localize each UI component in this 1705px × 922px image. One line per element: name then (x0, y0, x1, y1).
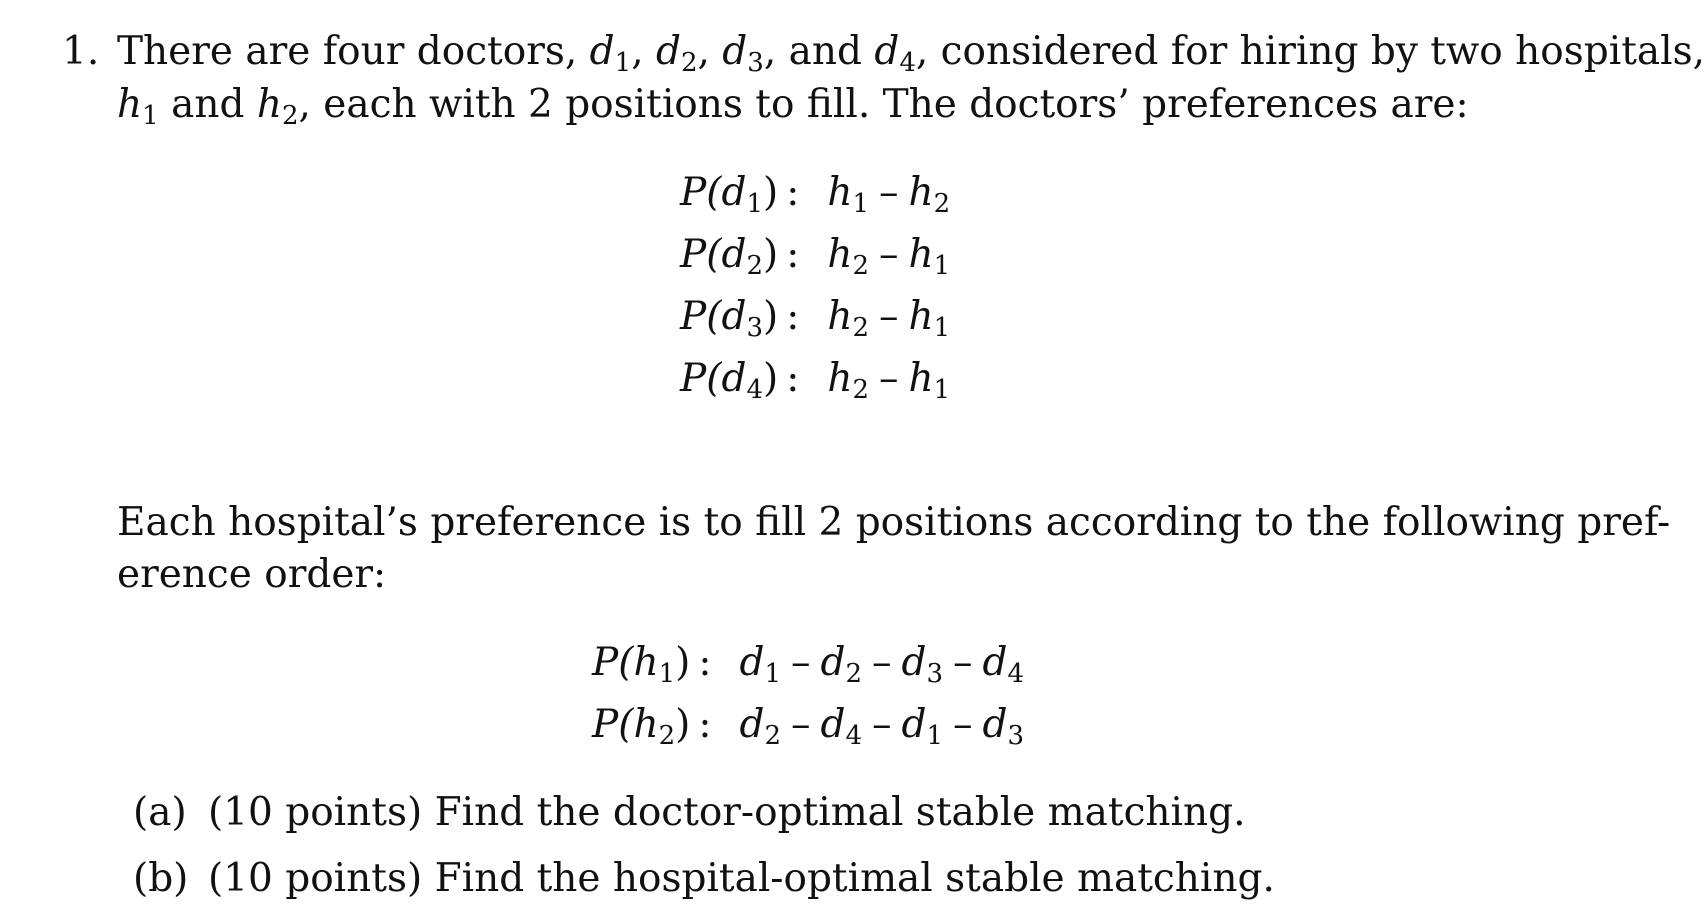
part-a (133, 787, 1245, 839)
pref-variable: d (721, 169, 747, 215)
hospital-pref-lhs (592, 631, 698, 693)
pref-doctor: d (982, 639, 1008, 685)
pref-doctor-subscript: 3 (1007, 720, 1025, 751)
pref-close-paren: ) (675, 701, 691, 747)
pref-dash: – (872, 701, 892, 747)
pref-function: P( (592, 639, 634, 685)
problem-intro-line-1: There are four doctors, $d_1$, $d_2$, $d_3$, and $d_4$, considered for hiring by two hospitals, (117, 29, 1705, 78)
pref-variable: h (633, 701, 659, 747)
pref-close-paren: ) (762, 169, 779, 215)
pref-close-paren: ) (762, 293, 779, 339)
pref-function: P( (592, 701, 634, 747)
doctor-pref-row (680, 285, 950, 347)
pref-subscript: 3 (746, 312, 763, 343)
pref-doctor: d (820, 701, 846, 747)
doctor-pref-row (680, 347, 950, 409)
pref-doctor: d (739, 701, 765, 747)
hospital-pref-lhs (592, 693, 698, 755)
doctor-pref-order (827, 223, 950, 285)
pref-first: h (827, 231, 853, 277)
doctor-pref-lhs (680, 223, 786, 285)
pref-colon: : (786, 169, 800, 215)
pref-doctor: d (982, 701, 1008, 747)
pref-dash: – (879, 293, 899, 339)
pref-doctor-subscript: 1 (764, 658, 782, 689)
pref-colon: : (698, 639, 712, 685)
pref-dash: – (879, 231, 899, 277)
pref-second-subscript: 1 (933, 250, 951, 281)
hospital-pref-order (740, 631, 1025, 693)
pref-dash: – (953, 701, 973, 747)
pref-dash: – (872, 639, 892, 685)
doctor-pref-order (827, 161, 950, 223)
pref-colon: : (786, 355, 800, 401)
pref-first: h (827, 293, 853, 339)
pref-subscript: 2 (658, 720, 676, 751)
pref-doctor-subscript: 4 (845, 720, 863, 751)
pref-variable: d (721, 293, 747, 339)
pref-second: h (908, 169, 934, 215)
pref-doctor: d (820, 639, 846, 685)
pref-close-paren: ) (762, 355, 779, 401)
problem-intro-line-2: $h_1$ and $h_2$, each with 2 positions to fill. The doctors’ preferences are: (117, 82, 1469, 131)
pref-second: h (908, 355, 934, 401)
pref-doctor-subscript: 2 (764, 720, 782, 751)
hospital-preferences-table (592, 631, 1024, 755)
pref-second-subscript: 2 (933, 188, 951, 219)
doctor-pref-order (827, 347, 950, 409)
doctor-pref-lhs (680, 161, 786, 223)
pref-subscript: 4 (746, 374, 763, 405)
pref-first: h (827, 169, 853, 215)
pref-variable: d (721, 231, 747, 277)
pref-function: P( (680, 293, 722, 339)
pref-doctor: d (901, 701, 927, 747)
doctor-pref-lhs (680, 347, 786, 409)
hospital-pref-row (592, 693, 1024, 755)
pref-colon: : (786, 293, 800, 339)
doctor-pref-row (680, 223, 950, 285)
pref-first-subscript: 2 (852, 250, 870, 281)
pref-variable: h (633, 639, 659, 685)
pref-close-paren: ) (762, 231, 779, 277)
hospital-intro-line-1: Each hospital’s preference is to fill 2 positions according to the following pref- (117, 500, 1671, 545)
part-b (133, 853, 1275, 905)
pref-second-subscript: 1 (933, 374, 951, 405)
pref-subscript: 1 (658, 658, 676, 689)
pref-doctor: d (739, 639, 765, 685)
pref-variable: d (721, 355, 747, 401)
pref-first-subscript: 2 (852, 374, 870, 405)
pref-first-subscript: 1 (852, 188, 870, 219)
pref-doctor: d (901, 639, 927, 685)
pref-doctor-subscript: 3 (926, 658, 944, 689)
pref-first: h (827, 355, 853, 401)
problem-number: 1. (62, 29, 100, 74)
part-a-label: (a) (133, 790, 187, 835)
pref-subscript: 1 (746, 188, 763, 219)
pref-close-paren: ) (675, 639, 691, 685)
pref-second: h (908, 293, 934, 339)
doctor-preferences-table (680, 161, 950, 409)
pref-second: h (908, 231, 934, 277)
pref-function: P( (680, 355, 722, 401)
pref-dash: – (791, 701, 811, 747)
part-a-text: (10 points) Find the doctor-optimal stable matching. (208, 790, 1246, 835)
pref-colon: : (698, 701, 712, 747)
pref-subscript: 2 (746, 250, 763, 281)
hospital-pref-row (592, 631, 1024, 693)
pref-first-subscript: 2 (852, 312, 870, 343)
hospital-pref-order (740, 693, 1025, 755)
part-b-text: (10 points) Find the hospital-optimal stable matching. (208, 856, 1275, 901)
pref-dash: – (879, 169, 899, 215)
doctor-pref-order (827, 285, 950, 347)
pref-second-subscript: 1 (933, 312, 951, 343)
pref-doctor-subscript: 2 (845, 658, 863, 689)
pref-doctor-subscript: 1 (926, 720, 944, 751)
pref-function: P( (680, 231, 722, 277)
doctor-pref-lhs (680, 285, 786, 347)
part-b-label: (b) (133, 856, 189, 901)
pref-colon: : (786, 231, 800, 277)
pref-dash: – (879, 355, 899, 401)
pref-dash: – (791, 639, 811, 685)
doctor-pref-row (680, 161, 950, 223)
pref-doctor-subscript: 4 (1007, 658, 1025, 689)
hospital-intro-line-2: erence order: (117, 552, 387, 597)
pref-dash: – (953, 639, 973, 685)
pref-function: P( (680, 169, 722, 215)
